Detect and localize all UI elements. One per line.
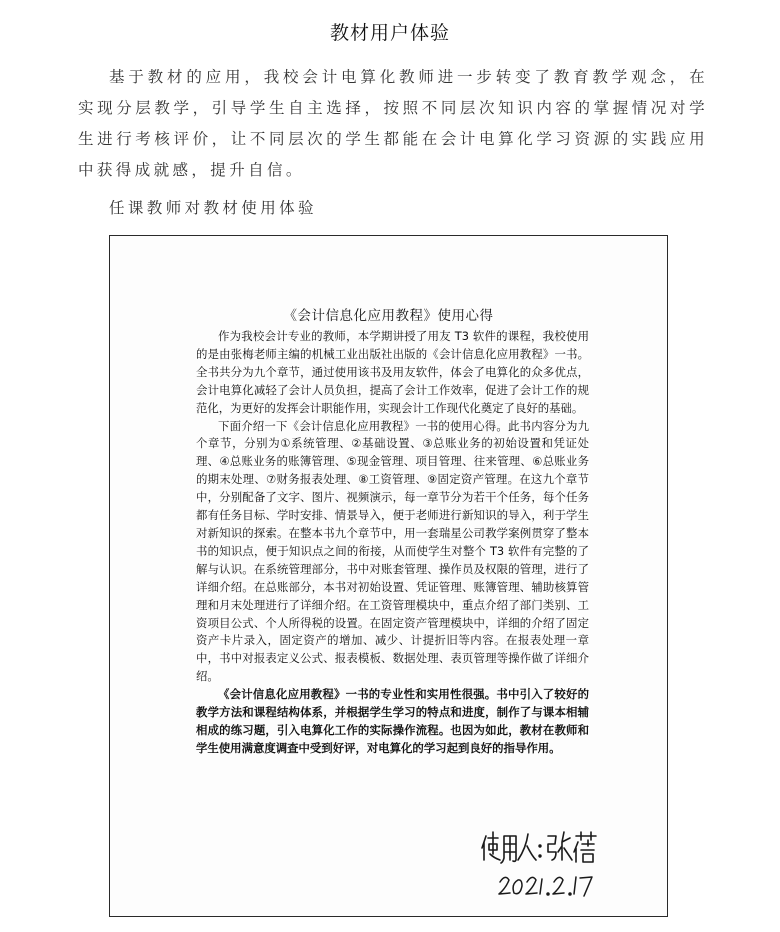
section-subheading: 任课教师对教材使用体验 <box>109 199 317 217</box>
scan-paragraph-1: 作为我校会计专业的教师，本学期讲授了用友 T3 软件的课程，我校使用的是由张梅老师主编的机械工业出版社出版的《会计信息化应用教程》一书。全书共分为九个章节，通过使用该书及用友软件，体会了电算化的众多优点，会计电算化减轻了会计人员负担，提高了会计工作效率，促进了会计工作的规范化，为更好的发挥会计职能作用，实现会计工作现代化奠定了良好的基础。 <box>196 329 589 415</box>
handwritten-date <box>496 868 596 902</box>
scanned-document <box>109 235 668 917</box>
intro-paragraph: 基于教材的应用，我校会计电算化教师进一步转变了教育教学观念，在实现分层教学，引导学生自主选择，按照不同层次知识内容的掌握情况对学生进行考核评价，让不同层次的学生都能在会计电算化学习资源的实践应用中获得成就感，提升自信。 <box>78 68 708 179</box>
scan-document-title: 《会计信息化应用教程》使用心得 <box>283 308 494 324</box>
handwritten-signature <box>478 826 598 868</box>
page-title: 教材用户体验 <box>329 22 450 44</box>
scan-document-body <box>196 328 589 758</box>
scan-paragraph-3: 《会计信息化应用教程》一书的专业性和实用性很强。书中引入了较好的教学方法和课程结构体系，并根据学生学习的特点和进度，制作了与课本相辅相成的练习题，引入电算化工作的实际操作流程。也因为如此，教材在教师和学生使用满意度调查中受到好评，对电算化的学习起到良好的指导作用。 <box>196 687 589 755</box>
scan-paragraph-2: 下面介绍一下《会计信息化应用教程》一书的使用心得。此书内容分为九个章节，分别为①系统管理、②基础设置、③总账业务的初始设置和凭证处理、④总账业务的账簿管理、⑤现金管理、项目管理、往来管理、⑥总账业务的期末处理、⑦财务报表处理、⑧工资管理、⑨固定资产管理。在这九个章节中，分别配备了文字、图片、视频演示，每一章节分为若干个任务，每个任务都有任务目标、学时安排、情景导入，便于老师进行新知识的导入，利于学生对新知识的探索。在整本书九个章节中，用一套瑞星公司教学案例贯穿了整本书的知识点，便于知识点之间的衔接，从而使学生对整个 T3 软件有完整的了解与认识。在系统管理部分，书中对账套管理、操作员及权限的管理，进行了详细介绍。在总账部分，本书对初始设置、凭证管理、账簿管理、辅助核算管理和月末处理进行了详细介绍。在工资管理模块中，重点介绍了部门类别、工资项目公式、个人所得税的设置。在固定资产管理模块中，详细的介绍了固定资产卡片录入，固定资产的增加、减少、计提折旧等内容。在报表处理一章中，书中对报表定义公式、报表模板、数据处理、表页管理等操作做了详细介绍。 <box>196 418 589 684</box>
